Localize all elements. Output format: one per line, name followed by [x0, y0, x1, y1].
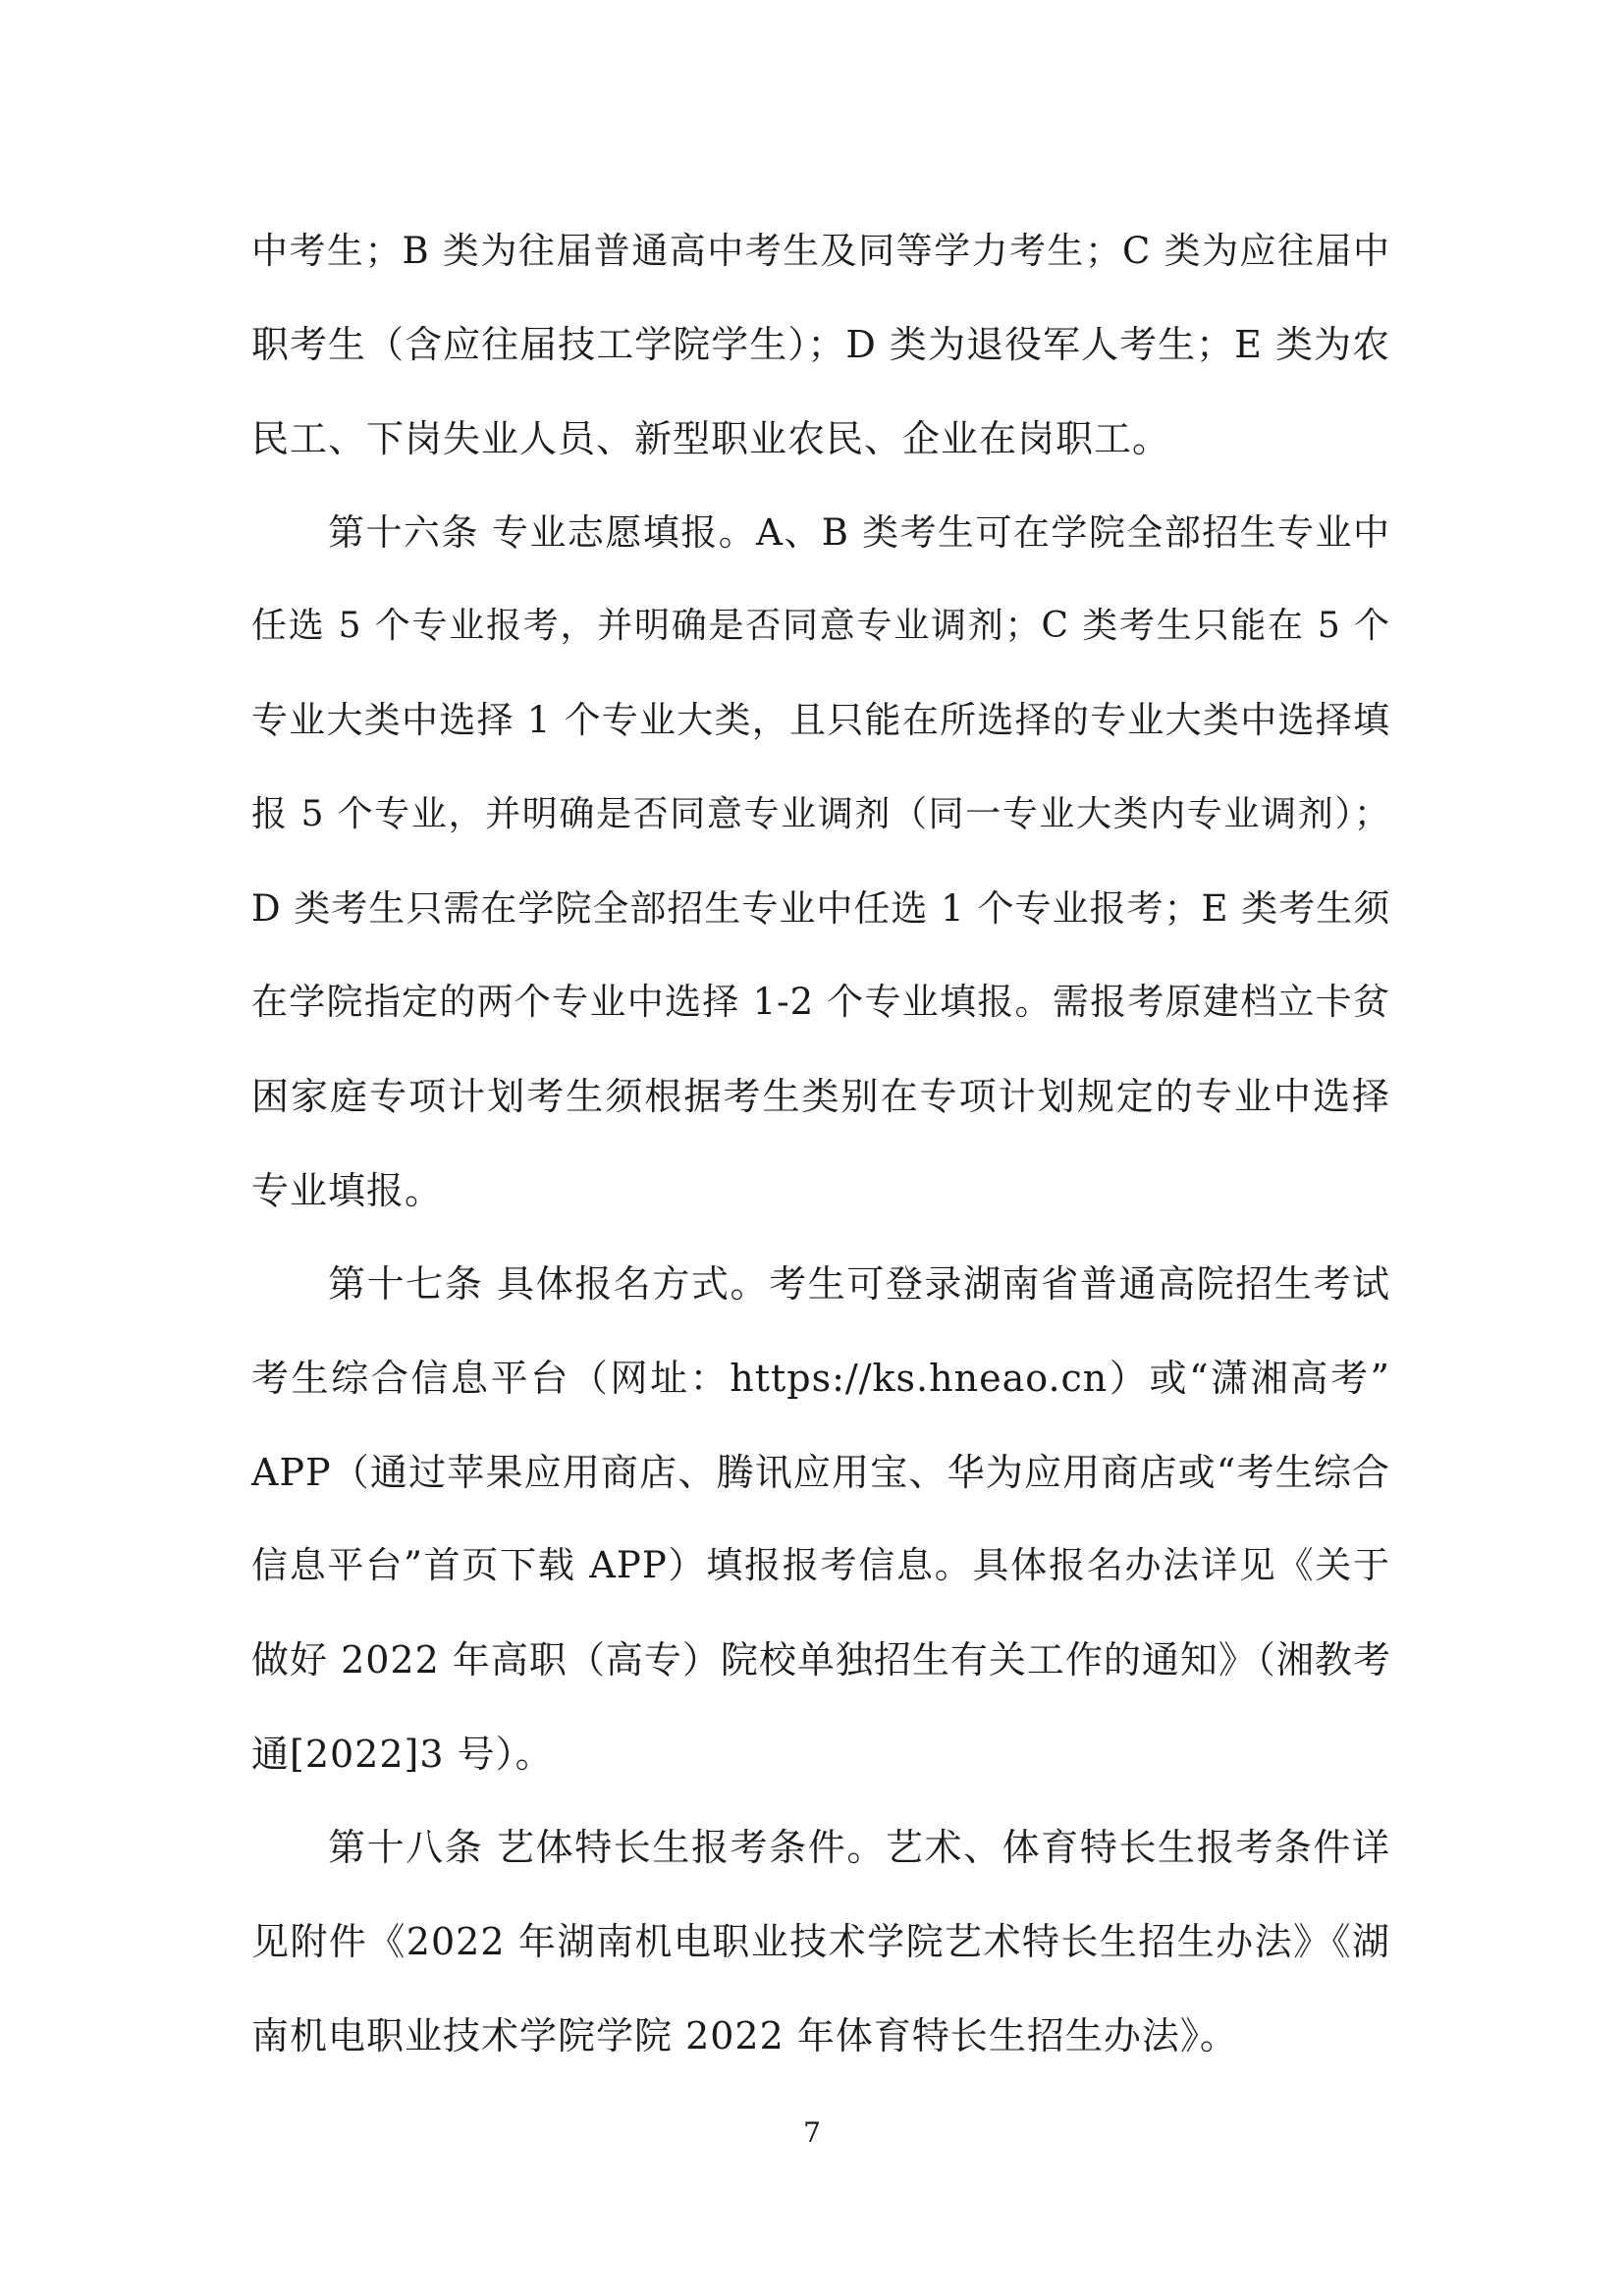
- body-line-3: 民工、下岗失业人员、新型职业农民、企业在岗职工。: [251, 417, 1171, 460]
- article-16-line-7: 困家庭专项计划考生须根据考生类别在专项计划规定的专业中选择: [251, 1075, 1390, 1118]
- article-16-line-8: 专业填报。: [251, 1169, 444, 1212]
- article-16-line-4: 报 5 个专业，并明确是否同意专业调剂（同一专业大类内专业调剂）；: [251, 794, 1390, 834]
- body-line-1: 中考生；B 类为往届普通高中考生及同等学力考生；C 类为应往届中: [251, 230, 1390, 272]
- article-16-line-1: 第十六条 专业志愿填报。A、B 类考生可在学院全部招生专业中: [328, 511, 1390, 554]
- body-line-2: 职考生（含应往届技工学院学生）；D 类为退役军人考生；E 类为农: [251, 323, 1390, 366]
- article-16-line-5: D 类考生只需在学院全部招生专业中任选 1 个专业报考；E 类考生须: [251, 887, 1391, 930]
- article-17-line-6: 通[2022]3 号）。: [251, 1733, 554, 1776]
- article-16-line-6: 在学院指定的两个专业中选择 1-2 个专业填报。需报考原建档立卡贫: [251, 981, 1390, 1023]
- page-number: 7: [803, 2116, 821, 2149]
- article-17-line-5: 做好 2022 年高职（高专）院校单独招生有关工作的通知》（湘教考: [251, 1638, 1391, 1682]
- article-17-line-3: APP（通过苹果应用商店、腾讯应用宝、华为应用商店或“考生综合: [251, 1451, 1390, 1494]
- article-18-line-2: 见附件《2022 年湖南机电职业技术学院艺术特长生招生办法》《湖: [251, 1920, 1390, 1963]
- article-17-line-1: 第十七条 具体报名方式。考生可登录湖南省普通高院招生考试: [328, 1262, 1390, 1306]
- article-17-line-4: 信息平台”首页下载 APP）填报报考信息。具体报名办法详见《关于: [251, 1544, 1390, 1586]
- article-17-line-2: 考生综合信息平台（网址：https://ks.hneao.cn）或“潇湘高考”: [251, 1357, 1390, 1400]
- article-18-line-3: 南机电职业技术学院学院 2022 年体育特长生招生办法》。: [251, 2014, 1238, 2057]
- article-16-line-3: 专业大类中选择 1 个专业大类，且只能在所选择的专业大类中选择填: [251, 699, 1390, 741]
- article-18-line-1: 第十八条 艺体特长生报考条件。艺术、体育特长生报考条件详: [328, 1826, 1390, 1869]
- article-16-line-2: 任选 5 个专业报考，并明确是否同意专业调剂；C 类考生只能在 5 个: [251, 606, 1390, 646]
